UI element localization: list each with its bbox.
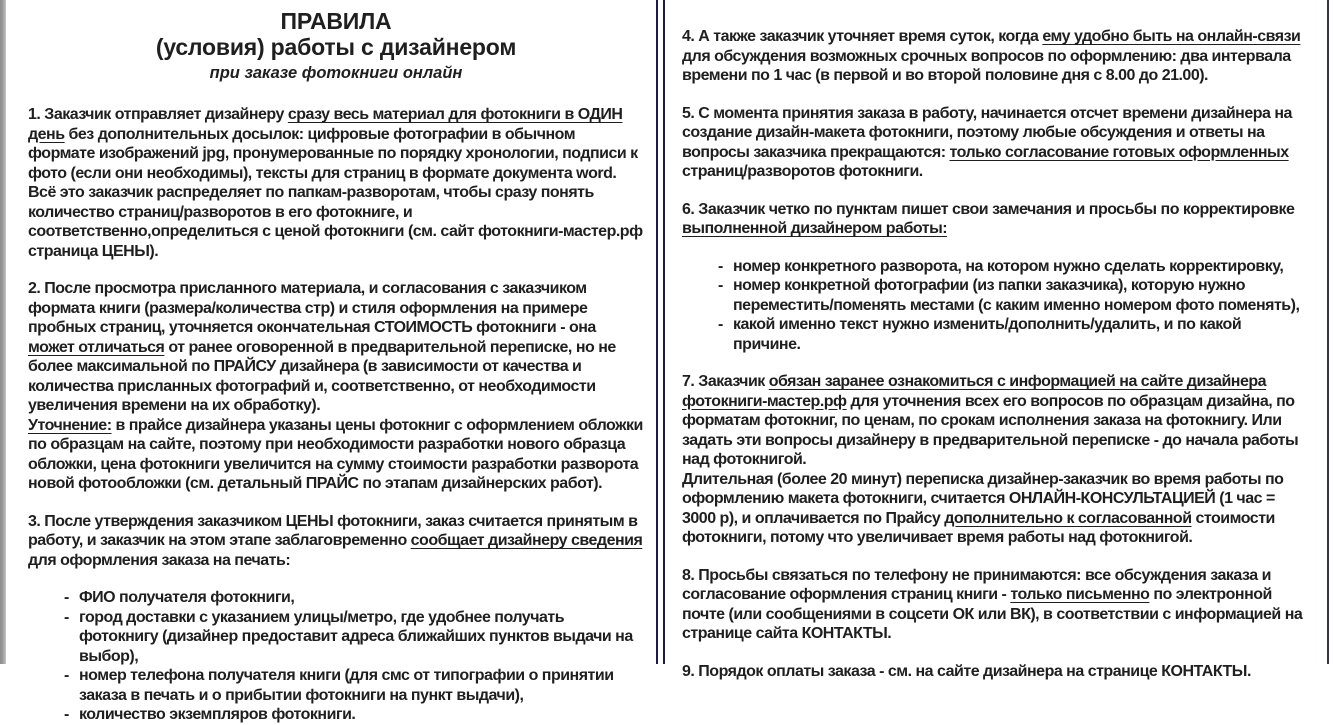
rule-4: [682, 27, 1312, 86]
bullet-item: [718, 315, 1312, 354]
body-text: для обсуждения возможных срочных вопросов по оформлению: два интервала времени по 1 час (в первой и во второй половине дня с 8.00 до 21.00).: [682, 47, 1291, 84]
document-title-line2: (условия) работы с дизайнером: [155, 34, 517, 60]
bullet-dash-icon: -: [64, 608, 69, 626]
bullet-dash-icon: -: [64, 589, 69, 606]
rule-7: [682, 372, 1312, 548]
underlined-text: обязан заранее ознакомиться с информацией на сайте дизайнера фотокниги-мастер.рф: [682, 373, 1267, 410]
body-text: Всё это заказчик распределяет по папкам-разворотам, чтобы сразу понять количество страниц/разворотов в его фотокниге, и соответственно,определиться с ценой фотокниги (см. сайт фотокниги-мастер.рф страница ЦЕНЫ).: [28, 184, 643, 260]
bullet-text: номер конкретного разворота, на котором нужно сделать корректировку,: [733, 257, 1284, 275]
rule-3-bullet-list: [64, 588, 644, 725]
body-text: 4. А также заказчик уточняет время суток, когда: [682, 28, 1043, 45]
underlined-text: дополнительно к согласованной: [944, 509, 1192, 527]
page-right-edge-line: [1327, 0, 1329, 664]
body-text: 1. Заказчик отправляет дизайнеру: [28, 106, 288, 123]
bullet-text: количество экземпляров фотокниги.: [79, 706, 356, 723]
right-column-body: [682, 27, 1312, 681]
bullet-text: город доставки с указанием улицы/метро, где удобнее получать фотокнигу (дизайнер предоставит адреса ближайших пунктов выдачи на выбор),: [79, 608, 633, 665]
body-text: для уточнения всех его вопросов по образцам дизайна, по форматам фотокниг, по ценам, по срокам исполнения заказа на фотокнигу. Или задать эти вопросы дизайнеру в предварительной переписке - до начала работы над фотокнигой.: [682, 392, 1299, 468]
rule-5: [682, 104, 1312, 182]
document-subtitle: при заказе фотокниги онлайн: [209, 64, 463, 82]
bullet-dash-icon: -: [64, 667, 69, 684]
bullet-text: номер телефона получателя книги (для смс от типографии о принятии заказа в печать и о прибытии фотокниги на пункт выдачи),: [79, 667, 614, 704]
underlined-text: ему удобно быть на онлайн-связи: [1042, 28, 1301, 45]
bullet-dash-icon: -: [64, 706, 69, 723]
body-text: от ранее оговоренной в предварительной переписке, но не более максимальной по ПРАЙСУ дизайнера (в зависимости от качества и количества присланных фотографий и, соответственно, от необходимости увеличения времени на их обработку).: [28, 338, 616, 414]
body-text: без дополнительных досылок: цифровые фотографии в обычном формате изображений jpg, пронумерованные по порядку хронологии, подписи к фото (если они необходимы), тексты для страниц в формате документа word.: [28, 125, 638, 182]
column-divider-double-line: [656, 0, 665, 664]
bullet-item: [64, 705, 644, 725]
body-text: 3. После утверждения заказчиком ЦЕНЫ фотокниги, заказ считается принятым в работу, и заказчик на этом этапе заблаговременно: [28, 512, 638, 549]
document-title-block: [28, 8, 644, 84]
body-text: 8. Просьбы связаться по телефону не принимаются: все обсуждения заказа и согласование оформления страниц книги -: [682, 566, 1271, 603]
left-column-body: [28, 105, 644, 725]
bullet-item: [64, 608, 644, 667]
body-text: 5. С момента принятия заказа в работу, начинается отсчет времени дизайнера на создание дизайн-макета фотокниги, поэтому любые обсуждения и ответы на вопросы заказчика прекращаются:: [682, 104, 1292, 161]
underlined-text: выполненной дизайнером работы:: [682, 220, 948, 237]
body-text: Длительная (более 20 минут) переписка дизайнер-заказчик во время работы по оформлению макета фотокниги, считается ОНЛАЙН-КОНСУЛЬТАЦИЕЙ (1 час = 3000 р), и оплачивается по Прайсу: [682, 470, 1284, 527]
bullet-item: [718, 257, 1312, 277]
body-text: 9. Порядок оплаты заказа - см. на сайте дизайнера на странице КОНТАКТЫ.: [682, 662, 1251, 680]
body-text: 6. Заказчик четко по пунктам пишет свои замечания и просьбы по корректировке: [682, 200, 1295, 218]
underlined-text: только письменно: [1010, 586, 1150, 603]
body-text: для оформления заказа на печать:: [28, 551, 291, 569]
bullet-item: [718, 276, 1312, 315]
rule-2: [28, 279, 644, 494]
bullet-dash-icon: -: [718, 277, 723, 294]
right-column: [665, 0, 1334, 680]
left-column: [6, 0, 656, 723]
rule-9: [682, 662, 1312, 682]
body-text: по электронной почте (или сообщениями в соцсети ОК или ВК), в соответствии с информацией на странице сайта КОНТАКТЫ.: [682, 586, 1303, 642]
body-text: страниц/разворотов фотокниги.: [682, 163, 923, 180]
body-text: 7. Заказчик: [682, 373, 769, 390]
body-text: в прайсе дизайнера указаны цены фотокниг с оформлением обложки по образцам на сайте, поэтому при необходимости разработки нового образца обложки, цена фотокниги увеличится на сумму стоимости разработки разворота новой фотообложки (см. детальный ПРАЙС по этапам дизайнерских работ).: [28, 416, 643, 492]
bullet-item: [64, 588, 644, 608]
underlined-text: сообщает дизайнеру сведения: [410, 532, 643, 549]
bullet-text: номер конкретной фотографии (из папки заказчика), которую нужно переместить/поменять местами (с каким именно номером фото поменять),: [733, 277, 1300, 314]
bullet-item: [64, 666, 644, 705]
bullet-dash-icon: -: [718, 257, 723, 275]
rule-3: [28, 512, 644, 571]
rule-6-bullet-list: [718, 257, 1312, 355]
body-text: стоимости фотокниги, потому что увеличивает время работы над фотокнигой.: [682, 509, 1275, 546]
body-text: 2. После просмотра присланного материала, и согласования с заказчиком формата книги (размера/количества стр) и стиля оформления на примере пробных страниц, уточняется окончательная СТОИМОСТЬ фотокниги - она: [28, 280, 596, 336]
document-title: ПРАВИЛА: [280, 8, 392, 34]
rule-1: [28, 105, 644, 261]
underlined-text: сразу весь материал для фотокниги в ОДИН день: [28, 106, 623, 143]
bullet-text: ФИО получателя фотокниги,: [79, 589, 295, 606]
rule-8: [682, 566, 1312, 644]
rule-6: [682, 200, 1312, 239]
underlined-text: только согласование готовых оформленных: [949, 143, 1289, 161]
bullet-dash-icon: -: [718, 316, 723, 333]
underlined-text: Уточнение:: [28, 416, 112, 434]
bullet-text: какой именно текст нужно изменить/дополнить/удалить, и по какой причине.: [733, 316, 1242, 353]
underlined-text: может отличаться: [28, 338, 165, 356]
